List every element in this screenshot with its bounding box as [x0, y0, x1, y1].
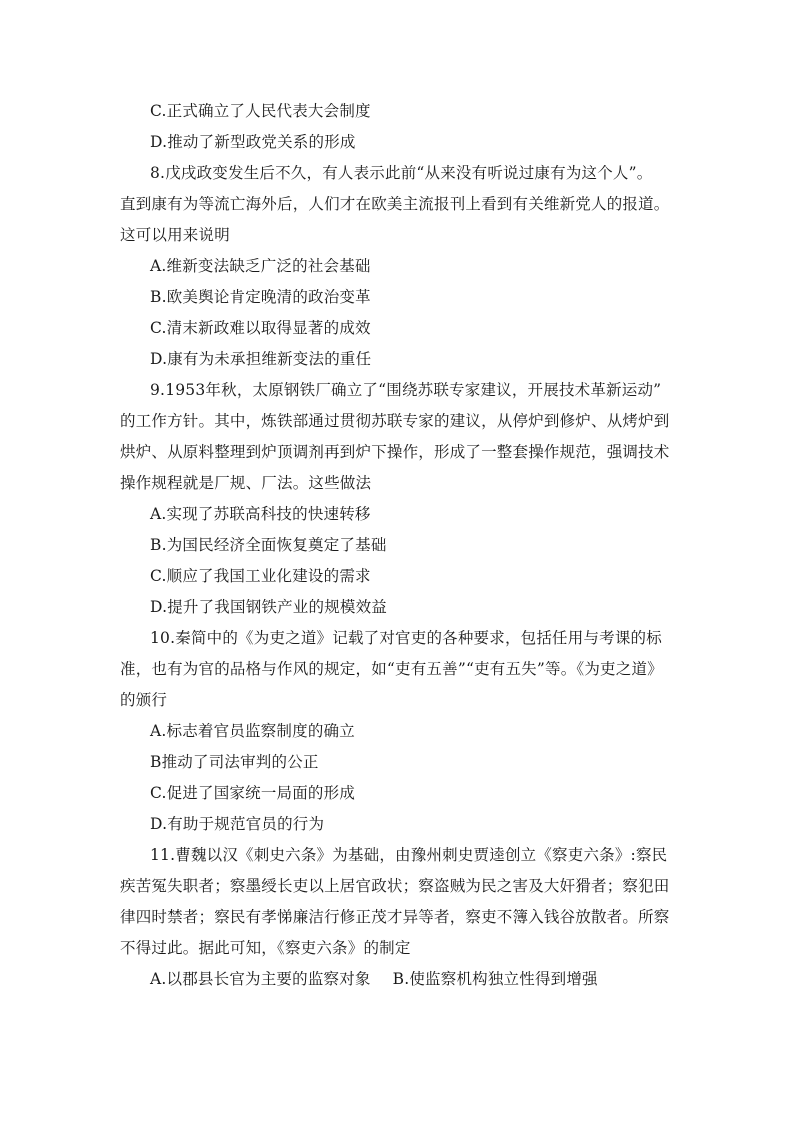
- q9-option-c: C.顺应了我国工业化建设的需求: [150, 567, 371, 585]
- q9-stem-line-3: 烘炉、从原料整理到炉顶调剂再到炉下操作，形成了一整套操作规范，强调技术: [120, 443, 670, 461]
- q9-option-a: A.实现了苏联高科技的快速转移: [150, 505, 371, 523]
- q10-option-c: C.促进了国家统一局面的形成: [150, 784, 356, 802]
- q10-stem-line-2: 准，也有为官的品格与作风的规定，如“吏有五善”“吏有五失”等。《为吏之道》: [120, 660, 663, 678]
- q9-option-d: D.提升了我国钢铁产业的规模效益: [150, 598, 388, 616]
- q11-stem-line-3: 律四时禁者；察民有孝悌廉洁行修正茂才异等者，察吏不簿入钱谷放散者。所察: [120, 908, 670, 926]
- q9-stem-line-4: 操作规程就是厂规、厂法。这些做法: [120, 474, 372, 492]
- q10-stem-line-1: 10.秦简中的《为吏之道》记载了对官吏的各种要求，包括任用与考课的标: [150, 629, 662, 647]
- q9-stem-line-1: 9.1953年秋，太原钢铁厂确立了“围绕苏联专家建议，开展技术革新运动”: [150, 381, 662, 399]
- q8-option-a: A.维新变法缺乏广泛的社会基础: [150, 257, 371, 275]
- q8-stem-line-3: 这可以用来说明: [120, 226, 230, 244]
- q7-option-c: C.正式确立了人民代表大会制度: [150, 102, 371, 120]
- q8-option-c: C.清末新政难以取得显著的成效: [150, 319, 371, 337]
- q10-option-d: D.有助于规范官员的行为: [150, 815, 325, 833]
- q8-stem-line-1: 8.戊戌政变发生后不久，有人表示此前“从来没有听说过康有为这个人”。: [150, 164, 653, 182]
- q9-option-b: B.为国民经济全面恢复奠定了基础: [150, 536, 387, 554]
- q11-options-row: [120, 964, 676, 995]
- q10-option-a: A.标志着官员监察制度的确立: [150, 722, 355, 740]
- q7-option-d: D.推动了新型政党关系的形成: [150, 133, 356, 151]
- q11-option-a: A.以郡县长官为主要的监察对象: [150, 970, 371, 988]
- q10-option-b: B推动了司法审判的公正: [150, 753, 319, 771]
- q11-option-b: B.使监察机构独立性得到增强: [392, 970, 598, 988]
- q8-option-b: B.欧美舆论肯定晚清的政治变革: [150, 288, 371, 306]
- q10-stem-line-3: 的颁行: [120, 691, 168, 709]
- q11-stem-line-1: 11.曹魏以汉《刺史六条》为基础，由豫州刺史贾逵创立《察吏六条》:察民: [150, 846, 668, 864]
- q8-stem-line-2: 直到康有为等流亡海外后，人们才在欧美主流报刊上看到有关维新党人的报道。: [120, 195, 670, 213]
- q9-stem-line-2: 的工作方针。其中，炼铁部通过贯彻苏联专家的建议，从停炉到修炉、从烤炉到: [120, 412, 670, 430]
- document-page: [120, 96, 676, 995]
- q11-stem-line-2: 疾苦冤失职者；察墨绶长吏以上居官政状；察盗贼为民之害及大奸猾者；察犯田: [120, 877, 670, 895]
- q8-option-d: D.康有为未承担维新变法的重任: [150, 350, 372, 368]
- q11-stem-line-4: 不得过此。据此可知，《察吏六条》的制定: [120, 939, 411, 957]
